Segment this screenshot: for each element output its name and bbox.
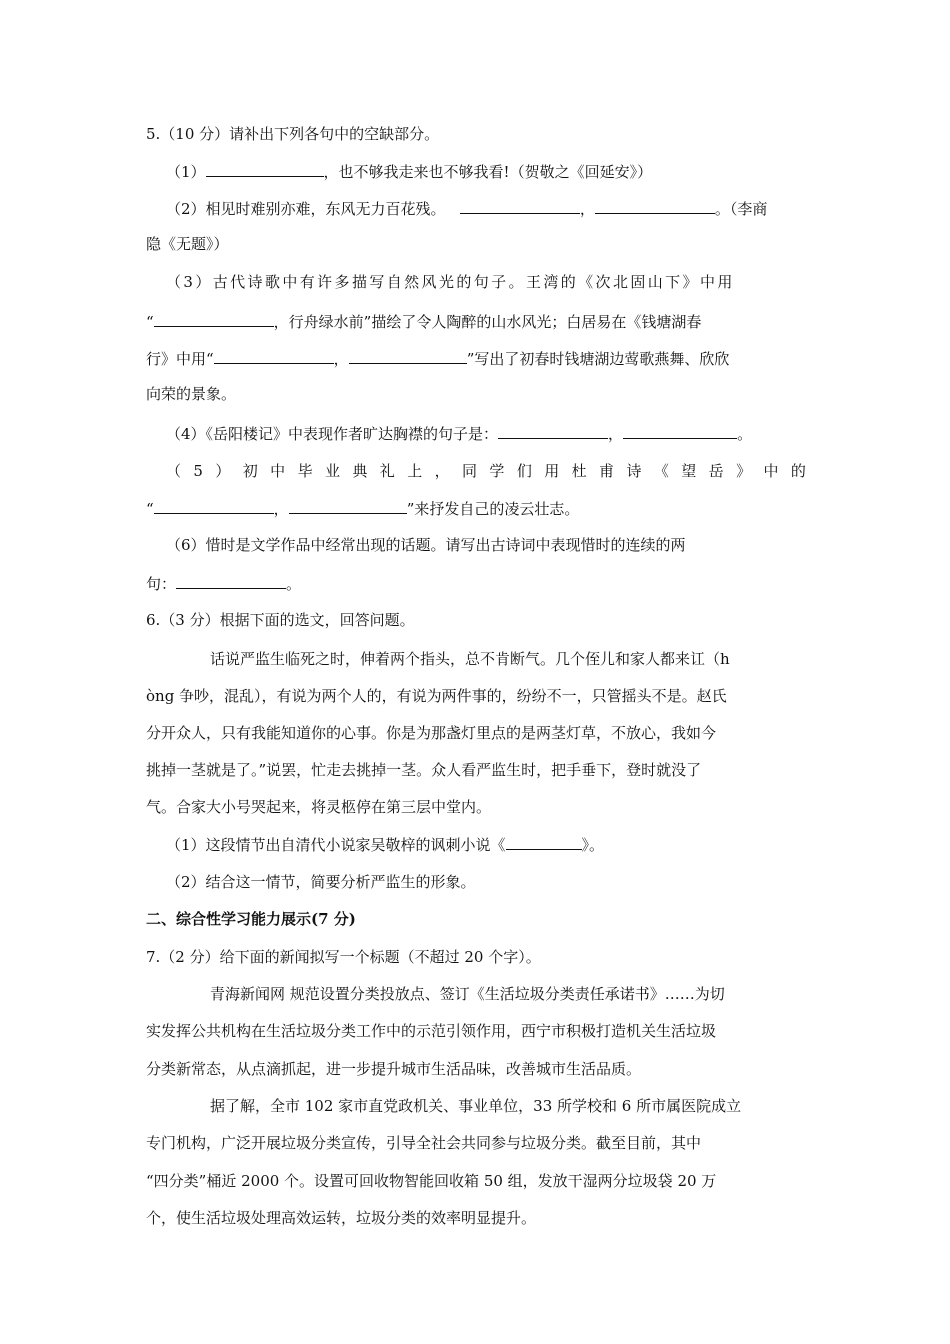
q7-para1-line: 分类新常态，从点滴抓起，进一步提升城市生活品味，改善城市生活品质。 <box>146 1060 642 1078</box>
q5-item-3-line3-prefix: 行》中用“ <box>146 350 214 368</box>
q6-sub-2: （2）结合这一情节，简要分析严监生的形象。 <box>166 873 476 891</box>
q5-item-5-line1-chars <box>166 461 806 481</box>
q5-item-5-char: 初 <box>242 462 258 480</box>
answer-blank[interactable] <box>289 498 407 514</box>
q5-item-5-char: 典 <box>352 462 368 480</box>
q5-item-6-suffix: 。 <box>286 575 302 593</box>
q5-item-5-char: 用 <box>544 462 560 480</box>
q5-item-5-line2 <box>146 498 579 519</box>
q5-item-5-char: 岳 <box>708 462 724 480</box>
q5-item-3-line4: 向荣的景象。 <box>146 385 237 403</box>
q5-item-3-line3-sep: ， <box>333 350 349 368</box>
answer-blank[interactable] <box>154 311 274 327</box>
q7-para2-line: 据了解，全市 102 家市直党政机关、事业单位，33 所学校和 6 所市属医院成立 <box>210 1097 742 1115</box>
q7-para2-line: 个，使生活垃圾处理高效运转，垃圾分类的效率明显提升。 <box>146 1209 537 1227</box>
q5-item-4-suffix: 。 <box>737 425 753 443</box>
q5-item-5-char: 学 <box>489 462 505 480</box>
q5-item-2-sep: ， <box>579 200 595 218</box>
q5-item-5-char: 同 <box>462 462 478 480</box>
q5-item-6-line1: （6）惜时是文学作品中经常出现的话题。请写出古诗词中表现惜时的连续的两 <box>166 536 686 554</box>
q6-sub-1 <box>166 834 604 855</box>
q5-item-3-line2-text: ，行舟绿水前”描绘了令人陶醉的山水风光；白居易在《钱塘湖春 <box>273 313 702 331</box>
q5-item-5-text: ”来抒发自己的凌云壮志。 <box>406 500 580 518</box>
q5-item-3-open-quote: “ <box>146 313 154 331</box>
q5-item-4 <box>166 423 752 444</box>
answer-blank[interactable] <box>176 573 286 589</box>
q5-item-5-char: 5 <box>193 462 203 480</box>
q6-passage-line: 气。合家大小号哭起来，将灵柩停在第三层中堂内。 <box>146 798 492 816</box>
q5-item-2-line2: 隐《无题》） <box>146 235 229 253</box>
q6-passage-line: 话说严监生临死之时，伸着两个指头，总不肯断气。几个侄儿和家人都来讧（h <box>210 650 730 668</box>
q5-item-1-prefix: （1） <box>166 163 206 181</box>
q6-sub-1-suffix: 》。 <box>581 836 605 854</box>
q5-item-5-char: 《 <box>653 462 669 480</box>
q5-item-5-char: 中 <box>763 462 779 480</box>
q5-item-5-char: 中 <box>270 462 286 480</box>
q7-stem: 7.（2 分）给下面的新闻拟写一个标题（不超过 20 个字）。 <box>146 948 541 966</box>
q6-passage-line: 挑掉一茎就是了。”说罢，忙走去挑掉一茎。众人看严监生时，把手垂下，登时就没了 <box>146 761 702 779</box>
q5-item-5-char: 诗 <box>626 462 642 480</box>
answer-blank[interactable] <box>214 348 334 364</box>
q5-item-5-open-quote: “ <box>146 500 154 518</box>
section-heading: 二、综合性学习能力展示(7 分) <box>146 910 356 928</box>
q5-item-5-char: （ <box>166 462 182 480</box>
q5-item-2 <box>166 198 767 219</box>
q5-item-5-char: ） <box>215 462 231 480</box>
q5-item-5-char: 业 <box>324 462 340 480</box>
q7-para1-line: 实发挥公共机构在生活垃圾分类工作中的示范引领作用，西宁市积极打造机关生活垃圾 <box>146 1022 717 1040</box>
q5-item-3-line3-text: ”写出了初春时钱塘湖边莺歌燕舞、欣欣 <box>466 350 730 368</box>
q5-item-1-suffix: ，也不够我走来也不够我看!（贺敬之《回延安》） <box>323 163 653 181</box>
answer-blank[interactable] <box>506 834 582 850</box>
answer-blank[interactable] <box>349 348 467 364</box>
q5-item-3-line2 <box>146 311 701 332</box>
q7-para1-line: 青海新闻网 规范设置分类投放点、签订《生活垃圾分类责任承诺书》……为切 <box>210 985 725 1003</box>
q5-item-3-line1: （3）古代诗歌中有许多描写自然风光的句子。王湾的《次北固山下》中用 <box>166 273 735 291</box>
q5-item-1 <box>166 161 652 182</box>
q5-item-5-char: 杜 <box>571 462 587 480</box>
q5-item-5-char: 的 <box>790 462 806 480</box>
answer-blank[interactable] <box>206 161 324 177</box>
q6-passage-line: 分开众人，只有我能知道你的心事。你是为那盏灯里点的是两茎灯草，不放心，我如今 <box>146 724 717 742</box>
q5-stem: 5.（10 分）请补出下列各句中的空缺部分。 <box>146 125 440 143</box>
q5-item-5-char: ， <box>434 462 450 480</box>
q6-sub-1-prefix: （1）这段情节出自清代小说家吴敬梓的讽刺小说《 <box>166 836 506 854</box>
q6-stem: 6.（3 分）根据下面的选文，回答问题。 <box>146 611 415 629</box>
answer-blank[interactable] <box>154 498 274 514</box>
q6-passage-line: òng 争吵，混乱），有说为两个人的，有说为两件事的，纷纷不一，只管摇头不是。赵氏 <box>146 687 727 705</box>
q5-item-5-char: 上 <box>407 462 423 480</box>
q7-para2-line: “四分类”桶近 2000 个。设置可回收物智能回收箱 50 组，发放干湿两分垃圾袋 20 万 <box>146 1172 717 1190</box>
q5-item-5-char: 礼 <box>379 462 395 480</box>
q5-item-2-suffix: 。（李商 <box>714 200 768 218</box>
q5-item-5-char: 毕 <box>297 462 313 480</box>
q5-item-4-prefix: （4）《岳阳楼记》中表现作者旷达胸襟的句子是： <box>166 425 499 443</box>
answer-blank[interactable] <box>595 198 715 214</box>
q5-item-5-char: 望 <box>681 462 697 480</box>
q5-item-4-sep: ， <box>608 425 624 443</box>
answer-blank[interactable] <box>623 423 737 439</box>
q5-item-5-line1 <box>166 461 806 481</box>
q5-item-6-prefix: 句： <box>146 575 177 593</box>
q5-item-5-sep: ， <box>273 500 289 518</box>
q5-item-2-prefix: （2）相见时难别亦难，东风无力百花残。 <box>166 200 446 218</box>
q5-item-5-char: 们 <box>516 462 532 480</box>
q7-para2-line: 专门机构，广泛开展垃圾分类宣传，引导全社会共同参与垃圾分类。截至目前，其中 <box>146 1134 702 1152</box>
answer-blank[interactable] <box>498 423 608 439</box>
q5-item-6-line2 <box>146 573 301 594</box>
q5-item-3-line3 <box>146 348 729 369</box>
q5-item-5-char: 》 <box>736 462 752 480</box>
answer-blank[interactable] <box>460 198 580 214</box>
q5-item-5-char: 甫 <box>599 462 615 480</box>
